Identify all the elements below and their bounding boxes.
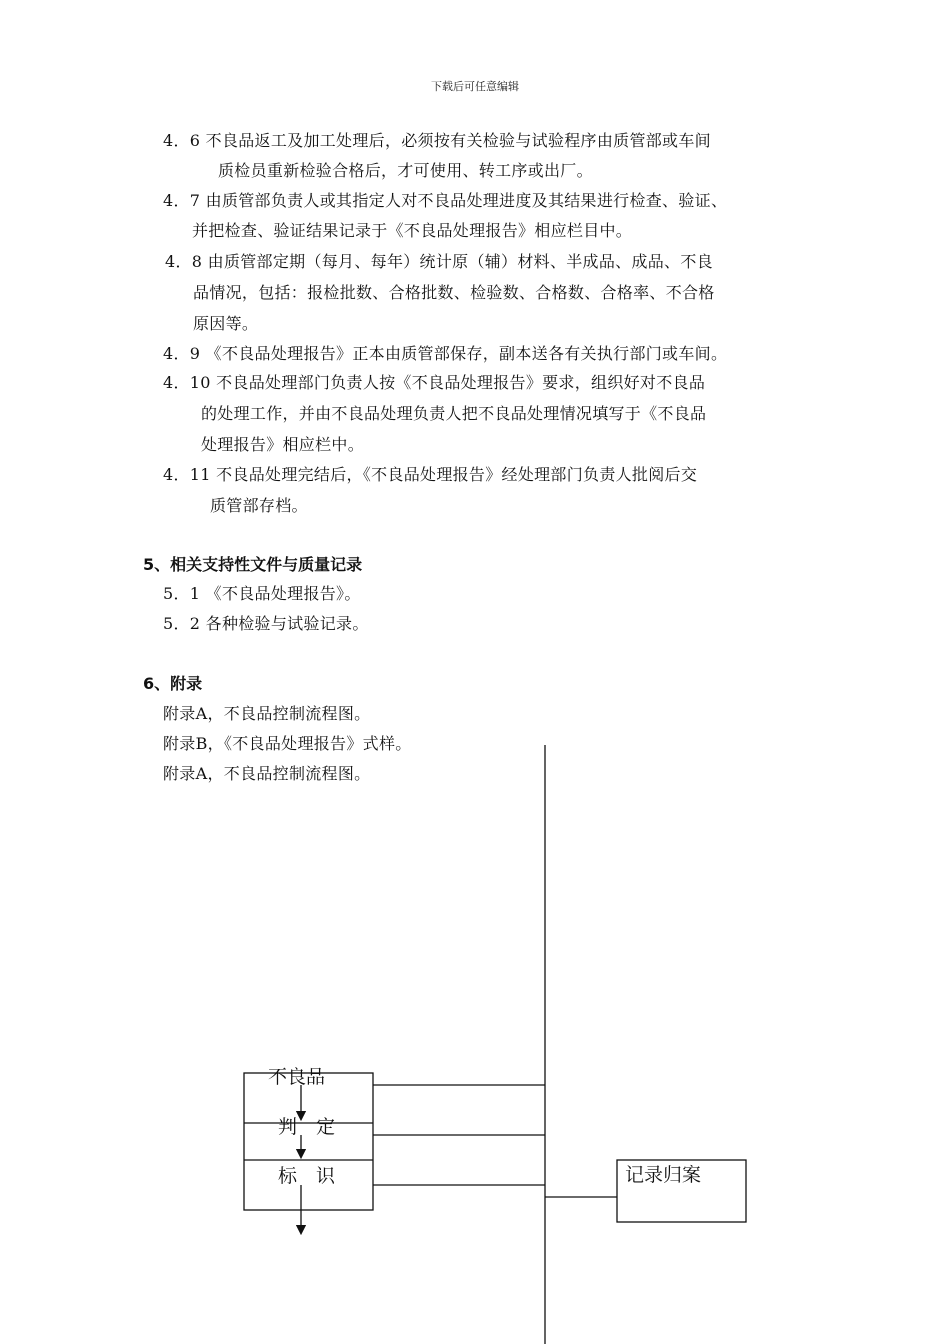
flow-box-frame [244, 1073, 373, 1210]
flow-label-identify: 标 识 [278, 1165, 336, 1187]
item-4-10-line-2: 的处理工作，并由不良品处理负责人把不良品处理情况填写于《不良品 [201, 404, 707, 423]
item-4-10-line-1: 4．10 不良品处理部门负责人按《不良品处理报告》要求，组织好对不良品 [163, 373, 706, 392]
item-4-6-line-2: 质检员重新检验合格后，才可使用、转工序或出厂。 [218, 161, 593, 180]
item-4-7-line-2: 并把检查、验证结果记录于《不良品处理报告》相应栏目中。 [192, 221, 633, 240]
section-5-heading: 5、相关支持性文件与质量记录 [143, 555, 363, 574]
item-4-10-line-3: 处理报告》相应栏中。 [201, 435, 365, 454]
item-4-8-line-3: 原因等。 [193, 314, 259, 333]
section-5-item-1: 5．1 《不良品处理报告》。 [163, 584, 361, 603]
item-4-9-line-1: 4．9 《不良品处理报告》正本由质管部保存，副本送各有关执行部门或车间。 [163, 344, 728, 363]
item-4-11-line-1: 4．11 不良品处理完结后，《不良品处理报告》经处理部门负责人批阅后交 [163, 465, 698, 484]
appendix-item-3: 附录A，不良品控制流程图。 [163, 764, 371, 783]
page-header: 下载后可任意编辑 [431, 80, 519, 93]
item-4-8-line-2: 品情况，包括：报检批数、合格批数、检验数、合格数、合格率、不合格 [193, 283, 715, 302]
item-4-7-line-1: 4．7 由质管部负责人或其指定人对不良品处理进度及其结果进行检查、验证、 [163, 191, 728, 210]
section-6-heading: 6、附录 [143, 674, 203, 693]
item-4-11-line-2: 质管部存档。 [210, 496, 308, 515]
item-4-6-line-1: 4．6 不良品返工及加工处理后，必须按有关检验与试验程序由质管部或车间 [163, 131, 711, 150]
flow-label-defective: 不良品 [268, 1066, 326, 1088]
flow-label-judge: 判 定 [278, 1116, 336, 1138]
item-4-8-line-1: 4．8 由质管部定期（每月、每年）统计原（辅）材料、半成品、成品、不良 [165, 252, 713, 271]
flow-label-record: 记录归案 [625, 1164, 702, 1186]
appendix-item-2: 附录B，《不良品处理报告》式样。 [163, 734, 412, 753]
appendix-item-1: 附录A，不良品控制流程图。 [163, 704, 371, 723]
section-5-item-2: 5．2 各种检验与试验记录。 [163, 614, 369, 633]
